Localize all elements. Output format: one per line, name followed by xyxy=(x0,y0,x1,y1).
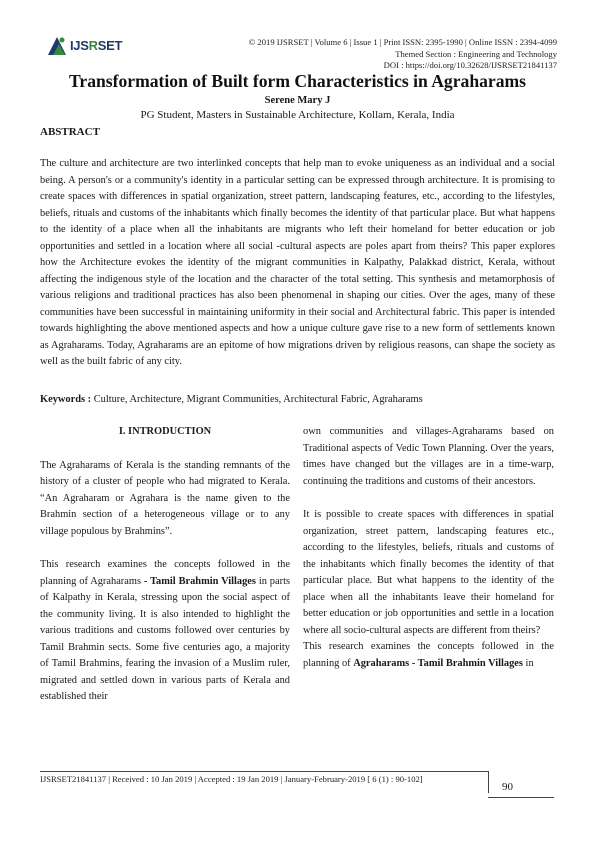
right-paragraph-2: It is possible to create spaces with differences in spatial organization, street pattern, landscaping features etc., according to the lifestyles, beliefs, rituals and customs of the inhabitants which finally becomes the identity of that particular place. But what happens to the identity of the place when all the inhabitants leave their homeland for better education or job opportunities and settle in a location where all socio-cultural aspects are different from theirs? xyxy=(303,509,554,636)
journal-logo-icon xyxy=(46,35,68,57)
abstract-heading: ABSTRACT xyxy=(40,126,100,138)
section-heading-introduction: I. INTRODUCTION xyxy=(118,426,212,437)
journal-logo xyxy=(46,33,126,59)
author-name: Serene Mary J xyxy=(264,95,331,106)
intro-paragraph-1: The Agraharams of Kerala is the standing remnants of the history of a cluster of people who had migrated to Kerala. “An Agraharam or Agrahara is the name given to the Brahmin section of a heterogeneous village or to any village populous by Brahmins”. xyxy=(40,459,290,537)
left-column xyxy=(40,424,290,706)
page-number: 90 xyxy=(502,781,513,793)
footer-divider xyxy=(40,771,488,772)
intro-paragraph-2: This research examines the concepts followed in the planning of Agraharams - Tamil Brahmin Villages in parts of Kalpathy in Kerala, stressing upon the social aspect of the community living. It is also intended to highlight the various traditions and customs followed over centuries by Tamil Brahmin sects. Some five centuries ago, a majority of Tamil Brahmins, fearing the invasion of a Muslim ruler, migrated and settled down in various parts of Kerala and established their xyxy=(40,559,291,702)
keywords-label: Keywords xyxy=(40,394,86,405)
keywords-text: Culture, Architecture, Migrant Communities, Architectural Fabric, Agraharams xyxy=(93,394,423,405)
right-paragraph-1: own communities and villages-Agraharams based on Traditional aspects of Vedic Town Planning. Over the years, times have changed but the villages are in a time-warp, continuing the traditions and customs of their ancestors. xyxy=(303,426,554,487)
keywords-separator: : xyxy=(85,394,94,405)
right-column xyxy=(303,424,554,672)
page-number-box xyxy=(488,771,555,793)
keywords xyxy=(40,394,555,405)
themed-section: Themed Section : Engineering and Technology xyxy=(395,49,557,59)
footer-citation: IJSRSET21841137 | Received : 10 Jan 2019 | Accepted : 19 Jan 2019 | January-February-2019 [ 6 (1) : 90-102] xyxy=(40,774,423,784)
doi-link[interactable]: DOI : https://doi.org/10.32628/IJSRSET21841137 xyxy=(383,60,557,70)
author-affiliation: PG Student, Masters in Sustainable Architecture, Kollam, Kerala, India xyxy=(140,109,455,121)
abstract-text: The culture and architecture are two interlinked concepts that help man to evoke uniqueness as an individual and a social being. A person's or a community's identity in a particular setting can be expressed through architecture. It is promising to create spaces with differences in spatial organization, street pattern, landscaping features, etc., according to the lifestyles, beliefs, rituals and customs of the inhabitants which finally becomes the identity of that particular place. But what happens to the identity of a place when all the inhabitants are migrants who left their homeland for better education or job opportunities and settled in a location where all social -cultural aspects are poles apart from theirs? This paper explores how the Architecture evokes the identity of the migrant communities in Kalpathy, Palakkad district, Kerala, without affecting the indigenous style of the location and the character of the total setting. This synthesis and metamorphosis of various religions and traditional practices has also been phenomenal in shaping our cities. Over the ages, many of these communities have been successful in maintaining uniformity in their social and Architectural fabric. This paper is intended towards highlighting the above mentioned aspects and how a unique culture gave rise to a new form of settlements known as Agraharams. Today, Agraharams are an epitome of how migrations driven by religious reasons, can shape the society as well as the built fabric of any city. xyxy=(40,158,555,367)
journal-logo-text: IJSRSET xyxy=(70,38,123,53)
journal-meta-line1: © 2019 IJSRSET | Volume 6 | Issue 1 | Print ISSN: 2395-1990 | Online ISSN : 2394-4099 xyxy=(248,37,557,47)
paper-title: Transformation of Built form Characteristics in Agraharams xyxy=(68,71,527,91)
right-paragraph-3: This research examines the concepts followed in the planning of Agraharams - Tamil Brahmin Villages in xyxy=(303,641,554,669)
page-number-underline xyxy=(488,797,554,798)
